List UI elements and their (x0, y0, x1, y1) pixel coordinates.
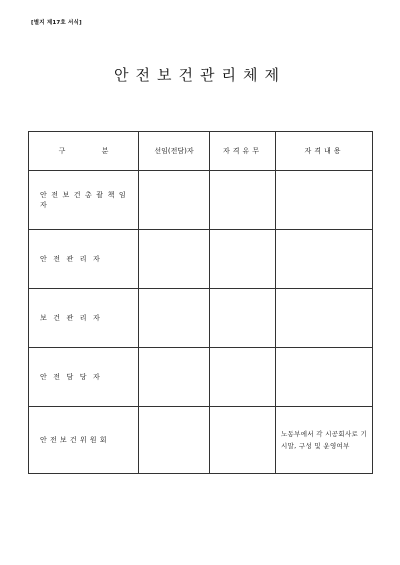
document-title: 안전보건관리체제 (114, 66, 286, 84)
row-label-general-manager: 안전보건총괄책임자 (29, 171, 139, 230)
row-label-safety-manager: 안전관리자 (29, 230, 139, 289)
cell-qualified[interactable] (210, 171, 276, 230)
column-header-category (29, 132, 139, 171)
cell-qualification-note: 노동부에서 각 시공회사로 기시말, 구성 및 운영여부 (276, 407, 373, 474)
cell-appointee[interactable] (139, 348, 210, 407)
column-header-appointee-label: 선임(전담)자 (154, 147, 194, 155)
cell-appointee[interactable] (139, 289, 210, 348)
cell-appointee[interactable] (139, 407, 210, 474)
row-label-health-manager: 보건관리자 (29, 289, 139, 348)
column-header-qualified-label: 자격유무 (222, 147, 263, 155)
row-label-safety-committee: 안전보건위원회 (29, 407, 139, 474)
cell-appointee[interactable] (139, 230, 210, 289)
column-header-qualification (276, 132, 373, 171)
table-row (29, 289, 373, 348)
cell-qualified[interactable] (210, 289, 276, 348)
safety-health-management-table (28, 131, 373, 474)
cell-qualified[interactable] (210, 230, 276, 289)
column-header-qualification-label: 자격내용 (304, 147, 344, 155)
cell-qualification[interactable] (276, 171, 373, 230)
table-row (29, 171, 373, 230)
cell-qualification[interactable] (276, 230, 373, 289)
form-number-label: [별지 제17호 서식] (31, 20, 82, 26)
column-header-category-label: 구 분 (58, 147, 109, 155)
row-label-safety-officer: 안전담당자 (29, 348, 139, 407)
cell-qualification[interactable] (276, 348, 373, 407)
column-header-qualified (210, 132, 276, 171)
cell-appointee[interactable] (139, 171, 210, 230)
cell-qualification[interactable] (276, 289, 373, 348)
table-row (29, 407, 373, 474)
table-header-row (29, 132, 373, 171)
column-header-appointee (139, 132, 210, 171)
cell-qualified[interactable] (210, 348, 276, 407)
table-row (29, 230, 373, 289)
table-row (29, 348, 373, 407)
cell-qualified[interactable] (210, 407, 276, 474)
